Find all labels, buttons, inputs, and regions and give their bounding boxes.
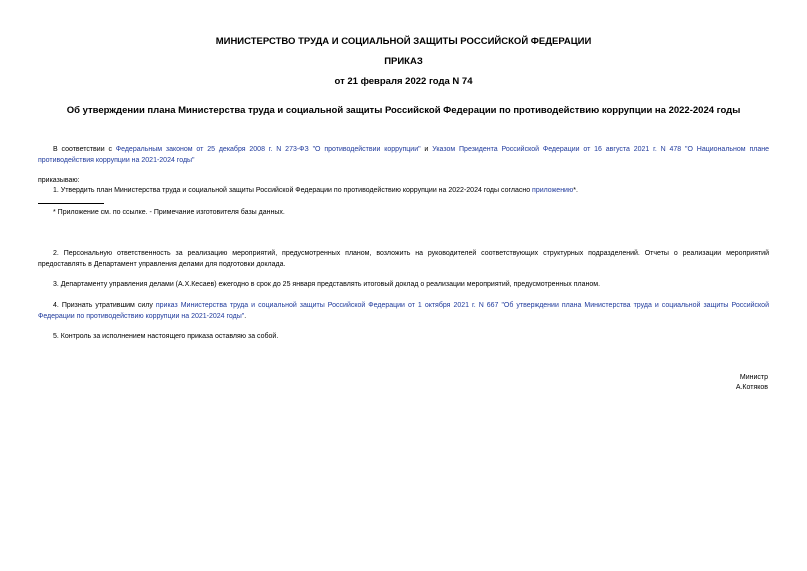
item-4 bbox=[38, 301, 769, 322]
item-1-tail: *. bbox=[573, 187, 578, 194]
presidential-decree-link[interactable]: Указом Президента Российской Федерации от 16 августа 2021 г. N 478 "О Национальном плане противодействия коррупции на 2021-2024 годы" bbox=[38, 146, 769, 164]
footnote: * Приложение см. по ссылке. - Примечание изготовителя базы данных. bbox=[53, 209, 285, 216]
federal-law-link[interactable]: Федеральным законом от 25 декабря 2008 г. N 273-ФЗ "О противодействии коррупции" bbox=[115, 146, 421, 153]
preamble bbox=[38, 145, 769, 166]
order-word: приказываю: bbox=[38, 177, 80, 184]
item-3: 3. Департаменту управления делами (А.Х.Кесаев) ежегодно в срок до 25 января представлять итоговый доклад о реализации мероприятий, предусмотренных планом. bbox=[53, 281, 601, 288]
item-2: 2. Персональную ответственность за реализацию мероприятий, предусмотренных планом, возложить на руководителей соответствующих структурных подразделений. Отчеты о реализации мероприятий предоставлять в Департамент управления делами для подготовки доклада. bbox=[38, 250, 769, 268]
item-5: 5. Контроль за исполнением настоящего приказа оставляю за собой. bbox=[53, 333, 279, 340]
footnote-divider bbox=[38, 203, 104, 204]
document-title: Об утверждении плана Министерства труда и социальной защиты Российской Федерации по противодействию коррупции на 2022-2024 годы bbox=[66, 105, 741, 116]
document-date-number: от 21 февраля 2022 года N 74 bbox=[334, 76, 473, 87]
item-4-tail: . bbox=[244, 312, 247, 320]
document-type: ПРИКАЗ bbox=[384, 56, 423, 67]
repealed-order-link[interactable]: приказ Министерства труда и социальной защиты Российской Федерации от 1 октября 2021 г. N 667 "Об утверждении плана Министерства труда и социальной защиты Российской Федерации по противодействию коррупции на 2021-2024 годы" bbox=[38, 302, 769, 320]
appendix-link[interactable]: приложению bbox=[532, 187, 574, 194]
ministry-heading: МИНИСТЕРСТВО ТРУДА И СОЦИАЛЬНОЙ ЗАЩИТЫ РОССИЙСКОЙ ФЕДЕРАЦИИ bbox=[215, 36, 592, 47]
preamble-text-2: и bbox=[420, 146, 433, 153]
preamble-text-1: В соответствии с bbox=[53, 146, 116, 153]
item-1-text: 1. Утвердить план Министерства труда и социальной защиты Российской Федерации по противодействию коррупции на 2022-2024 годы согласно bbox=[53, 187, 533, 194]
item-4-text: 4. Признать утратившим силу bbox=[53, 302, 156, 309]
signature-name: А.Котяков bbox=[735, 384, 768, 391]
signature-position: Министр bbox=[739, 374, 768, 381]
item-1 bbox=[53, 186, 578, 197]
